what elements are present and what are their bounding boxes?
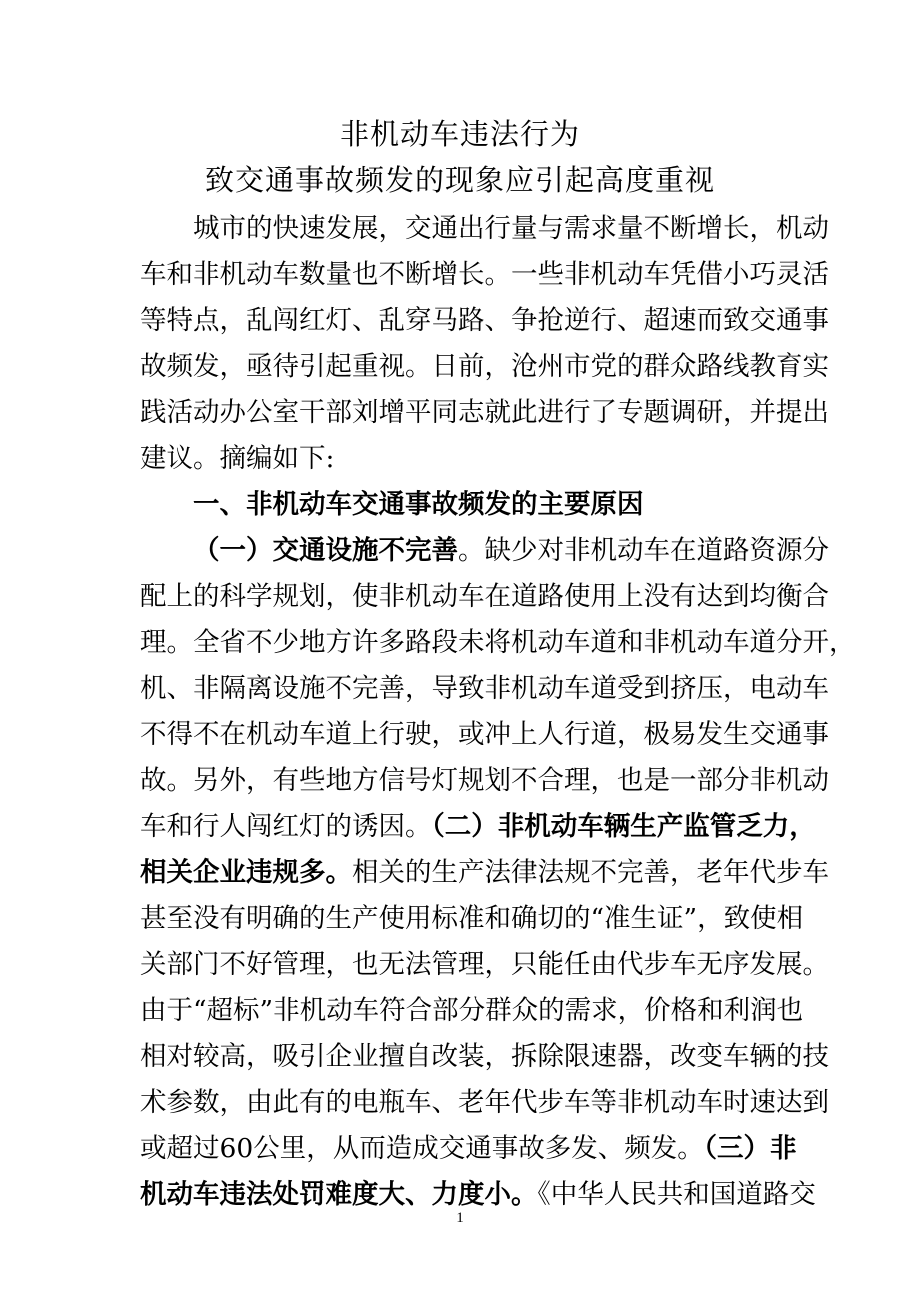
paragraph-1-first-line [140, 528, 829, 574]
paragraph-2-line: 关部门不好管理，也无法管理，只能任由代步车无序发展。 [140, 949, 829, 980]
paragraph-2-heading-part-1: （二）非机动车辆生产监管乏力， [431, 811, 816, 842]
paragraph-3-heading-part-2: 机动车违法处罚难度大、力度小。 [140, 1179, 538, 1210]
paragraph-1-end-text: 车和行人闯红灯的诱因。 [140, 811, 432, 842]
paragraph-2-line: 术参数，由此有的电瓶车、老年代步车等非机动车时速达到 [140, 1087, 829, 1118]
paragraph-2-line: 由于“超标”非机动车符合部分群众的需求，价格和利润也 [140, 995, 804, 1026]
document-body [140, 206, 856, 1218]
paragraph-3-text: 《中华人民共和国道路交 [537, 1179, 816, 1210]
document-title-line-1: 非机动车违法行为 [339, 117, 580, 151]
paragraph-1-line: 配上的科学规划，使非机动车在道路使用上没有达到均衡合 [140, 581, 829, 612]
paragraph-2-text: 相关的生产法律法规不完善，老年代步车 [352, 857, 829, 888]
page-number: 1 [456, 1210, 464, 1226]
intro-line: 城市的快速发展，交通出行量与需求量不断增长，机动 [193, 213, 829, 244]
paragraph-2-end-line [140, 1126, 797, 1172]
intro-line: 等特点，乱闯红灯、乱穿马路、争抢逆行、超速而致交通事 [140, 305, 829, 336]
paragraph-1-heading: （一）交通设施不完善 [193, 535, 458, 566]
paragraph-2-line: 相对较高，吸引企业擅自改装，拆除限速器，改变车辆的技 [140, 1041, 829, 1072]
paragraph-3-heading-part-1: （三）非 [703, 1133, 797, 1164]
intro-line: 故频发，亟待引起重视。日前，沧州市党的群众路线教育实 [140, 351, 829, 382]
paragraph-1-line: 故。另外，有些地方信号灯规划不合理，也是一部分非机动 [140, 765, 829, 796]
paragraph-1-end-line [140, 804, 816, 850]
intro-line: 建议。摘编如下: [140, 443, 335, 474]
paragraph-1-line: 理。全省不少地方许多路段未将机动车道和非机动车道分开， [140, 627, 856, 658]
paragraph-1-line: 机、非隔离设施不完善，导致非机动车道受到挤压，电动车 [140, 673, 829, 704]
paragraph-2-first-line [140, 850, 829, 896]
paragraph-2-heading-part-2: 相关企业违规多。 [140, 857, 352, 888]
intro-line: 践活动办公室干部刘增平同志就此进行了专题调研，并提出 [140, 397, 829, 428]
paragraph-2-line: 甚至没有明确的生产使用标准和确切的“准生证”，致使相 [140, 903, 804, 934]
paragraph-2-end-text: 或超过60公里，从而造成交通事故多发、频发。 [140, 1133, 704, 1164]
paragraph-1-text: 。缺少对非机动车在道路资源分 [458, 535, 829, 566]
paragraph-1-line: 不得不在机动车道上行驶，或冲上人行道，极易发生交通事 [140, 719, 829, 750]
intro-line: 车和非机动车数量也不断增长。一些非机动车凭借小巧灵活 [140, 259, 829, 290]
section-heading: 一、非机动车交通事故频发的主要原因 [193, 489, 644, 520]
document-title-line-2: 致交通事故频发的现象应引起高度重视 [204, 163, 715, 197]
